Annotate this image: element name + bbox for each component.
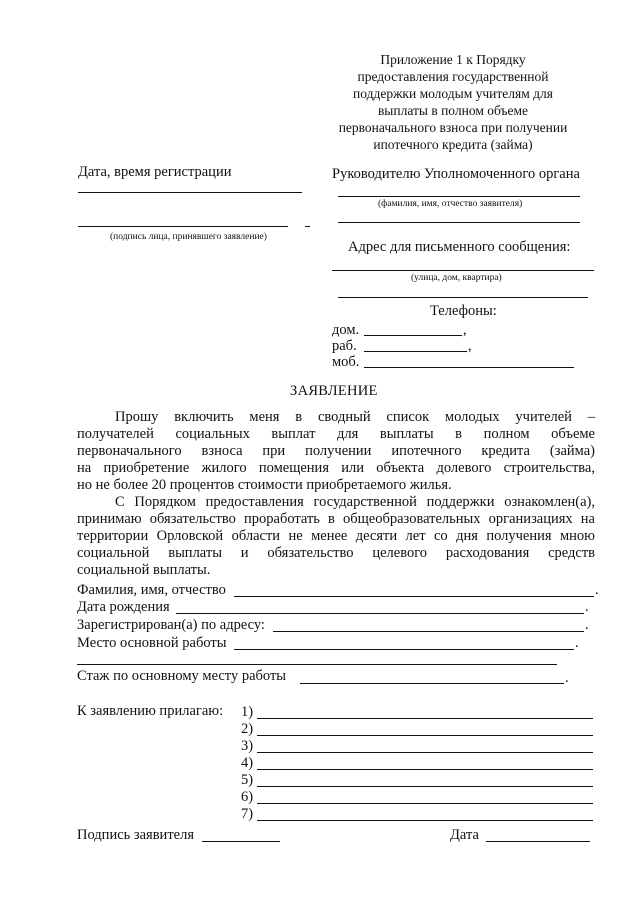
appendix-header xyxy=(318,51,588,153)
attachment-number: 3) xyxy=(241,738,254,754)
phone-home-line[interactable] xyxy=(364,335,462,336)
attachments-label: К заявлению прилагаю: xyxy=(77,703,224,719)
experience-line[interactable] xyxy=(300,683,564,684)
phone-home-label: дом. xyxy=(332,322,360,338)
workplace-line-2[interactable] xyxy=(77,664,557,665)
fio-line[interactable] xyxy=(338,196,580,197)
fio-label: Фамилия, имя, отчество xyxy=(77,582,226,598)
birth-date-line[interactable] xyxy=(176,613,584,614)
attachment-number: 1) xyxy=(241,704,254,720)
street-caption: (улица, дом, квартира) xyxy=(411,273,502,283)
registration-line-2[interactable] xyxy=(78,226,288,227)
registered-period: . xyxy=(585,617,589,633)
appendix-line: Приложение 1 к Порядку xyxy=(380,52,526,67)
paragraph-2 xyxy=(77,494,595,579)
addressee: Руководителю Уполномоченного органа xyxy=(332,166,580,182)
attachment-line[interactable] xyxy=(257,786,593,787)
appendix-line: поддержки молодым учителям для xyxy=(353,86,553,101)
paragraph-1 xyxy=(77,409,595,494)
registered-line[interactable] xyxy=(273,631,584,632)
workplace-period: . xyxy=(575,635,579,651)
appendix-line: выплаты в полном объеме xyxy=(377,103,529,118)
phone-work-label: раб. xyxy=(332,338,357,354)
dash-mark xyxy=(305,226,310,227)
attachment-line[interactable] xyxy=(257,718,593,719)
attachment-number: 4) xyxy=(241,755,254,771)
p1-line: Прошу включить меня в сводный список молодых учителей – xyxy=(115,409,595,425)
address-line-2[interactable] xyxy=(338,297,588,298)
document-title: ЗАЯВЛЕНИЕ xyxy=(290,383,378,399)
signature-caption: (подпись лица, принявшего заявление) xyxy=(110,232,267,242)
phone-mobile-line[interactable] xyxy=(364,367,574,368)
attachment-number: 7) xyxy=(241,806,254,822)
attachment-line[interactable] xyxy=(257,752,593,753)
date-label: Дата xyxy=(450,827,479,843)
appendix-line: первоначального взноса при получении xyxy=(338,120,568,135)
p2-line: социальной выплаты. xyxy=(77,562,211,578)
registration-line-1[interactable] xyxy=(78,192,302,193)
p2-line: социальной выплаты и обязательство целевого расходования средств xyxy=(77,545,595,561)
attachment-number: 2) xyxy=(241,721,254,737)
date-line[interactable] xyxy=(486,841,590,842)
p2-line: принимаю обязательство проработать в общеобразовательных организациях на xyxy=(77,511,595,527)
attachment-line[interactable] xyxy=(257,769,593,770)
birth-date-period: . xyxy=(585,599,589,615)
registered-label: Зарегистрирован(а) по адресу: xyxy=(77,617,265,633)
registration-label: Дата, время регистрации xyxy=(78,164,232,180)
phones-label: Телефоны: xyxy=(430,303,497,319)
birth-date-label: Дата рождения xyxy=(77,599,170,615)
phone-home-comma: , xyxy=(463,322,467,338)
p2-line: С Порядком предоставления государственной поддержки ознакомлен(а), xyxy=(115,494,595,510)
fio-period: . xyxy=(595,582,599,598)
p1-line: первоначального взноса при получении ипотечного кредита (займа) xyxy=(77,443,595,459)
experience-label: Стаж по основному месту работы xyxy=(77,668,287,684)
fio-line-2[interactable] xyxy=(338,222,580,223)
address-line-1[interactable] xyxy=(332,270,594,271)
address-label: Адрес для письменного сообщения: xyxy=(348,239,571,255)
appendix-line: ипотечного кредита (займа) xyxy=(373,137,533,152)
fio-caption: (фамилия, имя, отчество заявителя) xyxy=(378,199,523,209)
attachment-number: 6) xyxy=(241,789,254,805)
workplace-line[interactable] xyxy=(234,649,574,650)
fio-field-line[interactable] xyxy=(234,596,594,597)
experience-period: . xyxy=(565,670,569,686)
p1-line: но не более 20 процентов стоимости приобретаемого жилья. xyxy=(77,477,452,493)
p1-line: получателей социальных выплат для выплаты в полном объеме xyxy=(77,426,595,442)
p1-line: на приобретение жилого помещения или объекта долевого строительства, xyxy=(77,460,595,476)
p2-line: территории Орловской области не менее десяти лет со дня получения мною xyxy=(77,528,595,544)
attachment-line[interactable] xyxy=(257,803,593,804)
signature-label: Подпись заявителя xyxy=(77,827,194,843)
phone-work-line[interactable] xyxy=(364,351,467,352)
attachment-line[interactable] xyxy=(257,735,593,736)
appendix-line: предоставления государственной xyxy=(357,69,549,84)
signature-line[interactable] xyxy=(202,841,280,842)
phone-work-comma: , xyxy=(468,338,472,354)
workplace-label: Место основной работы xyxy=(77,635,227,651)
attachment-number: 5) xyxy=(241,772,254,788)
attachment-line[interactable] xyxy=(257,820,593,821)
phone-mobile-label: моб. xyxy=(332,354,360,370)
